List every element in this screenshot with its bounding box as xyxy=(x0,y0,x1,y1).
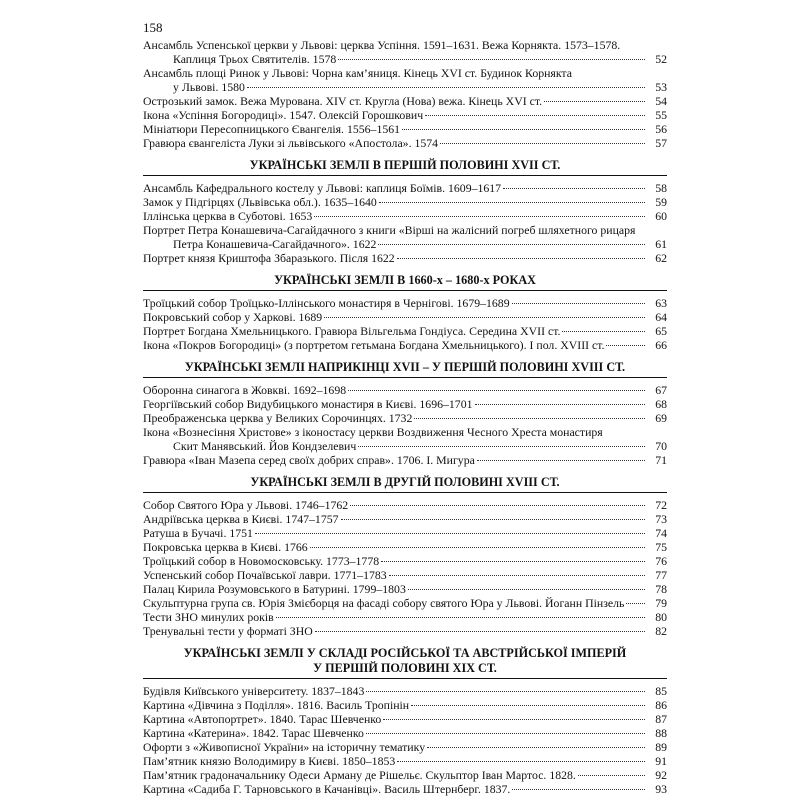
toc-entry-page: 63 xyxy=(655,296,667,310)
toc-entry[interactable] xyxy=(143,610,667,624)
toc-entry[interactable] xyxy=(143,624,667,638)
toc-leader-dots xyxy=(350,505,645,506)
toc-entry[interactable] xyxy=(143,411,667,425)
toc-entry-page: 67 xyxy=(655,383,667,397)
section-heading xyxy=(143,646,667,679)
toc-entry[interactable] xyxy=(143,251,667,265)
toc-entry-line xyxy=(143,684,667,698)
toc-entry-text: Портрет Богдана Хмельницького. Гравюра Вільгельма Гондіуса. Середина XVII ст. xyxy=(143,324,561,338)
toc-entry-line xyxy=(143,94,667,108)
toc-leader-dots xyxy=(314,216,645,217)
toc-entry-page: 80 xyxy=(655,610,667,624)
toc-entry-page: 59 xyxy=(655,195,667,209)
toc-entry-line xyxy=(143,610,667,624)
toc-entry-page: 86 xyxy=(655,698,667,712)
toc-leader-dots xyxy=(397,761,645,762)
toc-leader-dots xyxy=(402,129,645,130)
page-number: 158 xyxy=(143,20,163,35)
toc-entry-page: 87 xyxy=(655,712,667,726)
toc-entry-page: 75 xyxy=(655,540,667,554)
toc-leader-dots xyxy=(324,317,645,318)
toc-entry-page: 82 xyxy=(655,624,667,638)
toc-entry-page: 54 xyxy=(655,94,667,108)
toc-entry-text: Гравюра євангеліста Луки зі львівського «Апостола». 1574 xyxy=(143,136,439,150)
toc-entry-page: 71 xyxy=(655,453,667,467)
toc-entry-page: 79 xyxy=(655,596,667,610)
toc-entry-text: Троїцький собор Троїцько-Іллінського монастиря в Чернігові. 1679–1689 xyxy=(143,296,510,310)
toc-entry-text: Каплиця Трьох Святителів. 1578 xyxy=(173,52,337,66)
section-heading-line: УКРАЇНСЬКІ ЗЕМЛІ У СКЛАДІ РОСІЙСЬКОЇ ТА АВСТРІЙСЬКОЇ ІМПЕРІЙ xyxy=(183,646,627,660)
section-heading xyxy=(143,158,667,176)
toc-entry-line xyxy=(143,223,667,237)
section-heading xyxy=(143,273,667,291)
toc-entry[interactable] xyxy=(143,698,667,712)
toc-leader-dots xyxy=(512,789,645,790)
toc-entry-text: Георгіївський собор Видубицького монастиря в Києві. 1696–1701 xyxy=(143,397,473,411)
toc-entry-line xyxy=(143,439,667,453)
toc-entry[interactable] xyxy=(143,310,667,324)
toc-entry-page: 62 xyxy=(655,251,667,265)
toc-entry-text: Собор Святого Юра у Львові. 1746–1762 xyxy=(143,498,349,512)
toc-entry[interactable] xyxy=(143,740,667,754)
toc-entry-text: Палац Кирила Розумовського в Батурині. 1799–1803 xyxy=(143,582,406,596)
toc-entry-page: 55 xyxy=(655,108,667,122)
toc-leader-dots xyxy=(310,547,645,548)
toc-entry-text: Преображенська церква у Великих Сорочинцях. 1732 xyxy=(143,411,413,425)
toc-leader-dots xyxy=(578,775,645,776)
toc-entry-text: Іллінська церква в Суботові. 1653 xyxy=(143,209,313,223)
toc-entry[interactable] xyxy=(143,324,667,338)
toc-entry[interactable] xyxy=(143,108,667,122)
section-heading xyxy=(143,360,667,378)
toc-entry-page: 69 xyxy=(655,411,667,425)
toc-entry-text: Петра Конашевича-Сагайдачного». 1622 xyxy=(173,237,377,251)
toc-entry-page: 57 xyxy=(655,136,667,150)
toc-entry-page: 68 xyxy=(655,397,667,411)
toc-leader-dots xyxy=(397,258,645,259)
toc-leader-dots xyxy=(255,533,645,534)
toc-leader-dots xyxy=(562,331,645,332)
toc-entry-page: 65 xyxy=(655,324,667,338)
toc-entry-line xyxy=(143,754,667,768)
toc-entry[interactable] xyxy=(143,526,667,540)
toc-entry-line xyxy=(143,251,667,265)
toc-entry-line xyxy=(143,512,667,526)
toc-entry[interactable] xyxy=(143,684,667,698)
toc-entry[interactable] xyxy=(143,540,667,554)
table-of-contents xyxy=(143,38,667,796)
toc-entry-text: Мініатюри Пересопницького Євангелія. 1556–1561 xyxy=(143,122,401,136)
toc-leader-dots xyxy=(366,691,645,692)
toc-entry-text: Офорти з «Живописної України» на історичну тематику xyxy=(143,740,426,754)
toc-entry-line xyxy=(143,397,667,411)
toc-leader-dots xyxy=(626,603,645,604)
toc-entry-text: Портрет князя Криштофа Збаразького. Після 1622 xyxy=(143,251,395,265)
toc-entry-text: Андріївська церква в Києві. 1747–1757 xyxy=(143,512,339,526)
toc-entry-line xyxy=(143,195,667,209)
toc-entry[interactable] xyxy=(143,498,667,512)
toc-entry-page: 64 xyxy=(655,310,667,324)
section-heading xyxy=(143,475,667,493)
toc-entry-page: 92 xyxy=(655,768,667,782)
toc-entry-page: 74 xyxy=(655,526,667,540)
toc-entry[interactable] xyxy=(143,754,667,768)
toc-entry[interactable] xyxy=(143,195,667,209)
toc-entry-line xyxy=(143,209,667,223)
toc-entry-line xyxy=(143,122,667,136)
toc-entry-page: 60 xyxy=(655,209,667,223)
toc-leader-dots xyxy=(276,617,645,618)
toc-entry-text: Гравюра «Іван Мазепа серед своїх добрих справ». 1706. І. Мигура xyxy=(143,453,475,467)
toc-entry-page: 93 xyxy=(655,782,667,796)
toc-entry-page: 70 xyxy=(655,439,667,453)
toc-entry-text: у Львові. 1580 xyxy=(173,80,245,94)
toc-entry-page: 76 xyxy=(655,554,667,568)
toc-entry-line xyxy=(143,568,667,582)
toc-entry-page: 72 xyxy=(655,498,667,512)
toc-entry-text: Ікона «Покров Богородиці» (з портретом гетьмана Богдана Хмельницького). I пол. XVIII ст. xyxy=(143,338,605,352)
toc-entry-line xyxy=(143,726,667,740)
toc-entry-text: Пам’ятник градоначальнику Одеси Арману де Рішельє. Скульптор Іван Мартос. 1828. xyxy=(143,768,576,782)
toc-entry-text: Картина «Дівчина з Поділля». 1816. Василь Тропінін xyxy=(143,698,410,712)
toc-leader-dots xyxy=(475,404,646,405)
toc-entry[interactable] xyxy=(143,136,667,150)
section-heading-line: УКРАЇНСЬКІ ЗЕМЛІ В ПЕРШІЙ ПОЛОВИНІ XVII СТ. xyxy=(249,158,561,172)
toc-entry[interactable] xyxy=(143,397,667,411)
toc-entry-text: Острозький замок. Вежа Мурована. XIV ст. Кругла (Нова) вежа. Кінець XVI ст. xyxy=(143,94,543,108)
toc-leader-dots xyxy=(408,589,645,590)
toc-entry[interactable] xyxy=(143,712,667,726)
toc-entry-line xyxy=(143,136,667,150)
toc-entry-line xyxy=(143,582,667,596)
toc-entry-text: Замок у Підгірцях (Львівська обл.). 1635–1640 xyxy=(143,195,377,209)
toc-entry[interactable] xyxy=(143,512,667,526)
toc-entry-page: 58 xyxy=(655,181,667,195)
toc-leader-dots xyxy=(389,575,645,576)
toc-entry[interactable] xyxy=(143,181,667,195)
toc-leader-dots xyxy=(341,519,645,520)
section-heading-line: УКРАЇНСЬКІ ЗЕМЛІ В ДРУГІЙ ПОЛОВИНІ XVIII СТ. xyxy=(250,475,560,489)
toc-entry-line xyxy=(143,52,667,66)
toc-entry[interactable] xyxy=(143,38,667,66)
toc-entry-line xyxy=(143,181,667,195)
toc-entry[interactable] xyxy=(143,782,667,796)
toc-entry-line xyxy=(143,768,667,782)
toc-entry-text: Пам’ятник князю Володимиру в Києві. 1850–1853 xyxy=(143,754,396,768)
toc-leader-dots xyxy=(348,390,645,391)
toc-leader-dots xyxy=(247,87,645,88)
toc-leader-dots xyxy=(544,101,645,102)
toc-entry-line xyxy=(143,698,667,712)
toc-entry-line xyxy=(143,453,667,467)
toc-entry[interactable] xyxy=(143,338,667,352)
toc-leader-dots xyxy=(425,115,645,116)
toc-entry-text: Ансамбль площі Ринок у Львові: Чорна кам’яниця. Кінець XVI ст. Будинок Корнякта xyxy=(143,66,572,80)
toc-leader-dots xyxy=(338,59,645,60)
toc-entry-line xyxy=(143,624,667,638)
toc-entry-text: Картина «Катерина». 1842. Тарас Шевченко xyxy=(143,726,364,740)
toc-entry[interactable] xyxy=(143,383,667,397)
toc-entry[interactable] xyxy=(143,453,667,467)
toc-entry-line xyxy=(143,782,667,796)
toc-entry-text: Ікона «Вознесіння Христове» з іконостасу церкви Воздвиження Чесного Хреста монастиря xyxy=(143,425,603,439)
toc-entry-page: 66 xyxy=(655,338,667,352)
toc-entry-line xyxy=(143,411,667,425)
toc-entry-line xyxy=(143,66,667,80)
section-heading-line: У ПЕРШІЙ ПОЛОВИНІ XIX СТ. xyxy=(313,661,497,675)
toc-entry-line xyxy=(143,310,667,324)
toc-entry-text: Ансамбль Успенської церкви у Львові: церква Успіння. 1591–1631. Вежа Корнякта. 1573–1578. xyxy=(143,38,621,52)
toc-entry-text: Скульптурна група св. Юрія Змієборця на фасаді собору святого Юра у Львові. Йоганн Пінзель xyxy=(143,596,625,610)
toc-leader-dots xyxy=(358,446,645,447)
toc-leader-dots xyxy=(379,202,645,203)
toc-entry-text: Троїцький собор в Новомосковську. 1773–1778 xyxy=(143,554,380,568)
toc-entry-text: Картина «Садиба Г. Тарновського в Качанівці». Василь Штернберг. 1837. xyxy=(143,782,511,796)
toc-leader-dots xyxy=(503,188,645,189)
toc-entry[interactable] xyxy=(143,596,667,610)
toc-leader-dots xyxy=(381,561,645,562)
toc-entry-page: 73 xyxy=(655,512,667,526)
toc-entry-line xyxy=(143,324,667,338)
toc-entry-text: Успенський собор Почаївської лаври. 1771–1783 xyxy=(143,568,387,582)
toc-entry-text: Ратуша в Бучачі. 1751 xyxy=(143,526,253,540)
toc-entry-page: 88 xyxy=(655,726,667,740)
toc-entry-line xyxy=(143,712,667,726)
toc-entry-line xyxy=(143,425,667,439)
toc-leader-dots xyxy=(411,705,645,706)
toc-entry[interactable] xyxy=(143,296,667,310)
toc-entry-text: Тести ЗНО минулих років xyxy=(143,610,274,624)
toc-leader-dots xyxy=(512,303,645,304)
toc-entry-line xyxy=(143,338,667,352)
toc-entry-page: 77 xyxy=(655,568,667,582)
toc-entry[interactable] xyxy=(143,726,667,740)
toc-leader-dots xyxy=(366,733,645,734)
toc-entry-line xyxy=(143,540,667,554)
toc-entry-text: Портрет Петра Конашевича-Сагайдачного з книги «Вірші на жалісний погреб шляхетного рицаря xyxy=(143,223,636,237)
toc-entry[interactable] xyxy=(143,425,667,453)
toc-entry[interactable] xyxy=(143,568,667,582)
toc-entry-page: 89 xyxy=(655,740,667,754)
toc-entry[interactable] xyxy=(143,768,667,782)
section-heading-line: УКРАЇНСЬКІ ЗЕМЛІ В 1660-х – 1680-х РОКАХ xyxy=(274,273,536,287)
toc-entry-page: 91 xyxy=(655,754,667,768)
toc-entry[interactable] xyxy=(143,94,667,108)
toc-entry-line xyxy=(143,554,667,568)
toc-entry-text: Будівля Київського університету. 1837–1843 xyxy=(143,684,365,698)
toc-entry-line xyxy=(143,596,667,610)
toc-entry-text: Скит Манявський. Йов Кондзелевич xyxy=(173,439,357,453)
toc-entry-line xyxy=(143,383,667,397)
toc-entry-page: 53 xyxy=(655,80,667,94)
toc-leader-dots xyxy=(315,631,645,632)
toc-entry[interactable] xyxy=(143,209,667,223)
toc-entry[interactable] xyxy=(143,554,667,568)
toc-entry-page: 52 xyxy=(655,52,667,66)
toc-entry-page: 85 xyxy=(655,684,667,698)
toc-entry-text: Ікона «Успіння Богородиці». 1547. Олексій Горошкович xyxy=(143,108,424,122)
toc-entry-text: Покровський собор у Харкові. 1689 xyxy=(143,310,323,324)
toc-entry-line xyxy=(143,80,667,94)
toc-entry-page: 56 xyxy=(655,122,667,136)
toc-entry-text: Оборонна синагога в Жовкві. 1692–1698 xyxy=(143,383,347,397)
toc-entry-page: 78 xyxy=(655,582,667,596)
toc-leader-dots xyxy=(477,460,645,461)
toc-entry-line xyxy=(143,237,667,251)
toc-leader-dots xyxy=(383,719,645,720)
toc-entry-text: Покровська церква в Києві. 1766 xyxy=(143,540,308,554)
toc-leader-dots xyxy=(414,418,645,419)
toc-entry-line xyxy=(143,296,667,310)
toc-leader-dots xyxy=(378,244,645,245)
toc-entry-text: Тренувальні тести у форматі ЗНО xyxy=(143,624,313,638)
toc-leader-dots xyxy=(427,747,645,748)
toc-entry-text: Ансамбль Кафедрального костелу у Львові: каплиця Боїмів. 1609–1617 xyxy=(143,181,502,195)
toc-entry-page: 61 xyxy=(655,237,667,251)
toc-entry[interactable] xyxy=(143,66,667,94)
toc-entry-line xyxy=(143,740,667,754)
toc-entry-line xyxy=(143,108,667,122)
toc-leader-dots xyxy=(606,345,645,346)
toc-entry-text: Картина «Автопортрет». 1840. Тарас Шевченко xyxy=(143,712,382,726)
toc-entry[interactable] xyxy=(143,223,667,251)
toc-entry-line xyxy=(143,526,667,540)
toc-entry-line xyxy=(143,498,667,512)
section-heading-line: УКРАЇНСЬКІ ЗЕМЛІ НАПРИКІНЦІ XVII – У ПЕРШІЙ ПОЛОВИНІ XVIII СТ. xyxy=(184,360,626,374)
toc-leader-dots xyxy=(440,143,645,144)
toc-entry[interactable] xyxy=(143,582,667,596)
toc-entry-line xyxy=(143,38,667,52)
toc-entry[interactable] xyxy=(143,122,667,136)
